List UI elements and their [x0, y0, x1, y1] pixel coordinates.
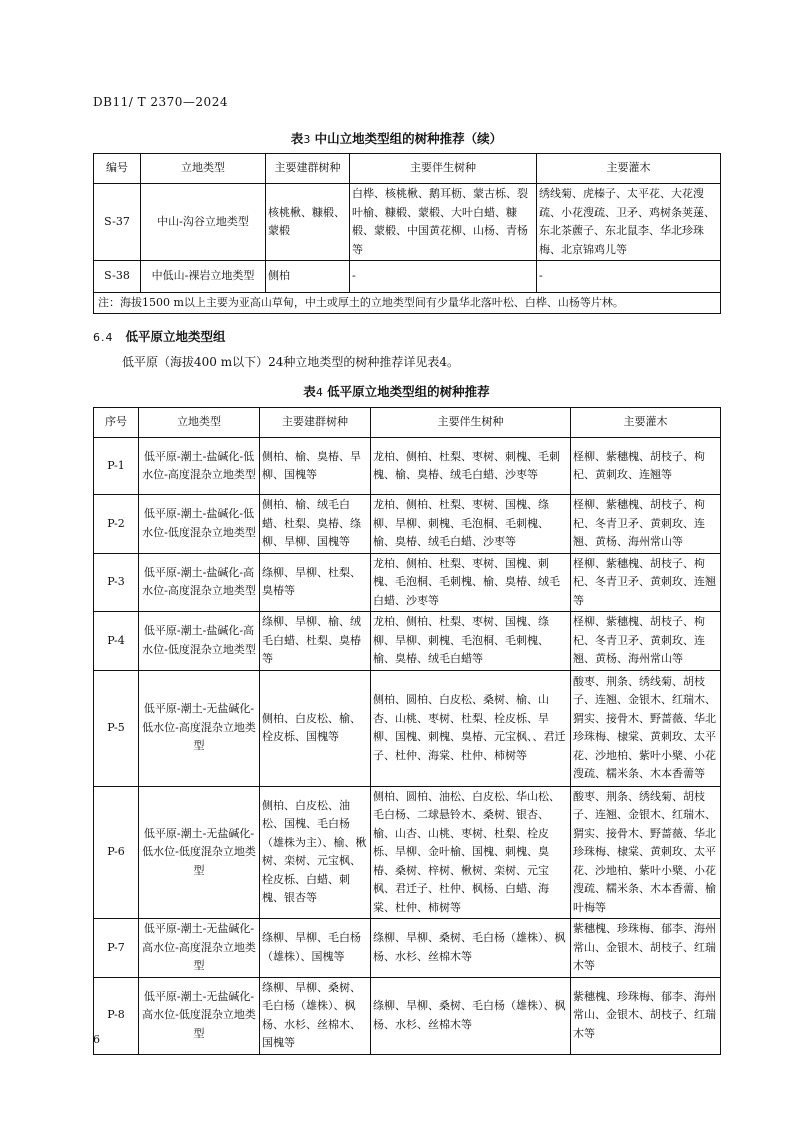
- row-companion-species: 侧柏、圆柏、白皮松、桑树、榆、山杏、山桃、枣树、杜梨、栓皮栎、旱柳、国槐、刺槐、臭椿、元宝枫、、君迁子、杜仲、海棠、杜仲、柿树等: [371, 670, 571, 786]
- table-row: [94, 495, 721, 554]
- row-companion-species: 侧柏、圆柏、油松、白皮松、华山松、毛白杨、二球悬铃木、桑树、银杏、榆、山杏、山桃、枣树、杜梨、栓皮栎、旱柳、金叶榆、国槐、刺槐、臭椿、桑树、梓树、楸树、栾树、元宝枫、君迁子、杜仲、枫杨、白蜡、海棠、杜仲、柿树等: [371, 786, 571, 919]
- table4-header-site: 立地类型: [139, 408, 260, 438]
- table3-title: 中山立地类型组的树种推荐（续）: [314, 131, 503, 146]
- table3-number: 3: [303, 133, 311, 146]
- row-shrubs: 酸枣、荆条、绣线菊、胡枝子、连翘、金银木、红瑞木、猬实、接骨木、野蔷薇、华北珍珠梅、棣棠、黄刺玫、太平花、沙地柏、紫叶小檗、小花溲疏、糯米条、木本香薷等: [571, 670, 721, 786]
- row-id: P-2: [94, 495, 139, 554]
- table4: [93, 407, 721, 1055]
- row-site-type: 中山-沟谷立地类型: [141, 184, 266, 261]
- page-number: 6: [93, 1033, 100, 1046]
- row-shrubs: 柽柳、紫穗槐、胡枝子、枸杞、冬青卫矛、黄刺玫、连翘、黄杨、海州常山等: [571, 612, 721, 671]
- table3-label: 表: [290, 131, 304, 146]
- row-site-type: 低平原-潮土-盐碱化-低水位-高度混杂立地类型: [139, 438, 260, 495]
- table4-header-companion: 主要伴生树种: [371, 408, 571, 438]
- row-shrubs: 柽柳、紫穗槐、胡枝子、枸杞、冬青卫矛、黄刺玫、连翘、黄杨、海州常山等: [571, 495, 721, 554]
- section-intro-paragraph: 低平原（海拔400 m以下）24种立地类型的树种推荐详见表4。: [122, 355, 460, 369]
- row-companion-species: 龙柏、侧柏、杜梨、枣树、刺槐、毛刺槐、榆、臭椿、绒毛白蜡、沙枣等: [371, 438, 571, 495]
- row-main-species: 绦柳、旱柳、桑树、毛白杨（雄株）、枫杨、水杉、丝棉木、国槐等: [260, 977, 371, 1054]
- table3-note-row: [94, 293, 721, 314]
- row-id: P-7: [94, 919, 139, 978]
- table3-header-site: 立地类型: [141, 154, 266, 184]
- row-companion-species: 绦柳、旱柳、桑树、毛白杨（雄株）、枫杨、水杉、丝棉木等: [371, 977, 571, 1054]
- row-id: P-1: [94, 438, 139, 495]
- row-main-species: 侧柏、榆、绒毛白蜡、杜梨、臭椿、绦柳、旱柳、国槐等: [260, 495, 371, 554]
- table4-header-shrub: 主要灌木: [571, 408, 721, 438]
- table-row: [94, 184, 721, 261]
- table3-header-main: 主要建群树种: [266, 154, 350, 184]
- row-site-type: 中低山-裸岩立地类型: [141, 261, 266, 293]
- table-row: [94, 612, 721, 671]
- row-id: P-6: [94, 786, 139, 919]
- row-companion-species: 白桦、核桃楸、鹅耳枥、蒙古栎、裂叶榆、糠椴、蒙椴、大叶白蜡、糠椴、蒙椴、中国黄花柳、山杨、青杨等: [350, 184, 537, 261]
- table3-header-id: 编号: [94, 154, 141, 184]
- row-shrubs: 酸枣、荆条、绣线菊、胡枝子、连翘、金银木、红瑞木、猬实、接骨木、野蔷薇、华北珍珠梅、棣棠、黄刺玫、太平花、沙地柏、紫叶小檗、小花溲疏、糯米条、木本香薷、榆叶梅等: [571, 786, 721, 919]
- row-companion-species: 龙柏、侧柏、杜梨、枣树、国槐、绦柳、旱柳、刺槐、毛泡桐、毛刺槐、榆、臭椿、绒毛白蜡、沙枣等: [371, 495, 571, 554]
- table3: [93, 153, 721, 314]
- table-row: [94, 553, 721, 612]
- row-id: P-4: [94, 612, 139, 671]
- row-site-type: 低平原-潮土-无盐碱化-高水位-低度混杂立地类型: [139, 977, 260, 1054]
- row-main-species: 绦柳、旱柳、毛白杨（雄株）、国槐等: [260, 919, 371, 978]
- table4-header-main: 主要建群树种: [260, 408, 371, 438]
- row-main-species: 侧柏: [266, 261, 350, 293]
- row-site-type: 低平原-潮土-盐碱化-低水位-低度混杂立地类型: [139, 495, 260, 554]
- row-shrubs: 紫穗槐、珍珠梅、郁李、海州常山、金银木、胡枝子、红瑞木等: [571, 919, 721, 978]
- row-site-type: 低平原-潮土-无盐碱化-高水位-高度混杂立地类型: [139, 919, 260, 978]
- section-heading: [93, 327, 226, 345]
- row-id: P-3: [94, 553, 139, 612]
- row-companion-species: 绦柳、旱柳、桑树、毛白杨（雄株）、枫杨、水杉、丝棉木等: [371, 919, 571, 978]
- table-row: [94, 786, 721, 919]
- table4-number: 4: [315, 386, 323, 399]
- table4-caption: [0, 382, 793, 400]
- row-site-type: 低平原-潮土-盐碱化-高水位-高度混杂立地类型: [139, 553, 260, 612]
- row-main-species: 侧柏、榆、臭椿、旱柳、国槐等: [260, 438, 371, 495]
- row-id: P-8: [94, 977, 139, 1054]
- table3-header-shrub: 主要灌木: [537, 154, 721, 184]
- row-main-species: 侧柏、白皮松、榆、栓皮栎、国槐等: [260, 670, 371, 786]
- table4-header-id: 序号: [94, 408, 139, 438]
- row-id: S-38: [94, 261, 141, 293]
- row-shrubs: 紫穗槐、珍珠梅、郁李、海州常山、金银木、胡枝子、红瑞木等: [571, 977, 721, 1054]
- table3-note: 注：海拔1500 m以上主要为亚高山草甸，中土或厚土的立地类型间有少量华北落叶松、白桦、山杨等片林。: [94, 293, 721, 314]
- row-shrubs: -: [537, 261, 721, 293]
- row-site-type: 低平原-潮土-无盐碱化-低水位-低度混杂立地类型: [139, 786, 260, 919]
- row-companion-species: 龙柏、侧柏、杜梨、枣树、国槐、刺槐、毛泡桐、毛刺槐、榆、臭椿、绒毛白蜡、沙枣等: [371, 553, 571, 612]
- section-title: 低平原立地类型组: [125, 329, 226, 344]
- table4-header-row: [94, 408, 721, 438]
- row-id: P-5: [94, 670, 139, 786]
- table-row: [94, 670, 721, 786]
- row-companion-species: 龙柏、侧柏、杜梨、枣树、国槐、绦柳、旱柳、刺槐、毛泡桐、毛刺槐、榆、臭椿、绒毛白蜡等: [371, 612, 571, 671]
- row-id: S-37: [94, 184, 141, 261]
- table3-header-companion: 主要伴生树种: [350, 154, 537, 184]
- row-shrubs: 柽柳、紫穗槐、胡枝子、枸杞、冬青卫矛、黄刺玫、连翘等: [571, 553, 721, 612]
- table4-title: 低平原立地类型组的树种推荐: [327, 384, 490, 399]
- table-row: [94, 919, 721, 978]
- row-site-type: 低平原-潮土-无盐碱化-低水位-高度混杂立地类型: [139, 670, 260, 786]
- row-main-species: 侧柏、白皮松、油松、国槐、毛白杨（雄株为主）、榆、楸树、栾树、元宝枫、栓皮栎、白蜡、刺槐、银杏等: [260, 786, 371, 919]
- row-main-species: 绦柳、旱柳、杜梨、臭椿等: [260, 553, 371, 612]
- table4-label: 表: [303, 384, 316, 399]
- table-row: [94, 438, 721, 495]
- table-row: [94, 977, 721, 1054]
- row-main-species: 核桃楸、糠椴、蒙椴: [266, 184, 350, 261]
- row-main-species: 绦柳、旱柳、榆、绒毛白蜡、杜梨、臭椿等: [260, 612, 371, 671]
- row-shrubs: 绣线菊、虎榛子、太平花、大花溲疏、小花溲疏、卫矛、鸡树条荚蒾、东北茶藨子、东北鼠李、华北珍珠梅、北京锦鸡儿等: [537, 184, 721, 261]
- row-companion-species: -: [350, 261, 537, 293]
- document-code: DB11/ T 2370—2024: [93, 95, 228, 109]
- row-site-type: 低平原-潮土-盐碱化-高水位-低度混杂立地类型: [139, 612, 260, 671]
- table3-caption: [0, 129, 793, 147]
- section-number: 6.4: [93, 331, 114, 344]
- table-row: [94, 261, 721, 293]
- table3-header-row: [94, 154, 721, 184]
- row-shrubs: 柽柳、紫穗槐、胡枝子、枸杞、黄刺玫、连翘等: [571, 438, 721, 495]
